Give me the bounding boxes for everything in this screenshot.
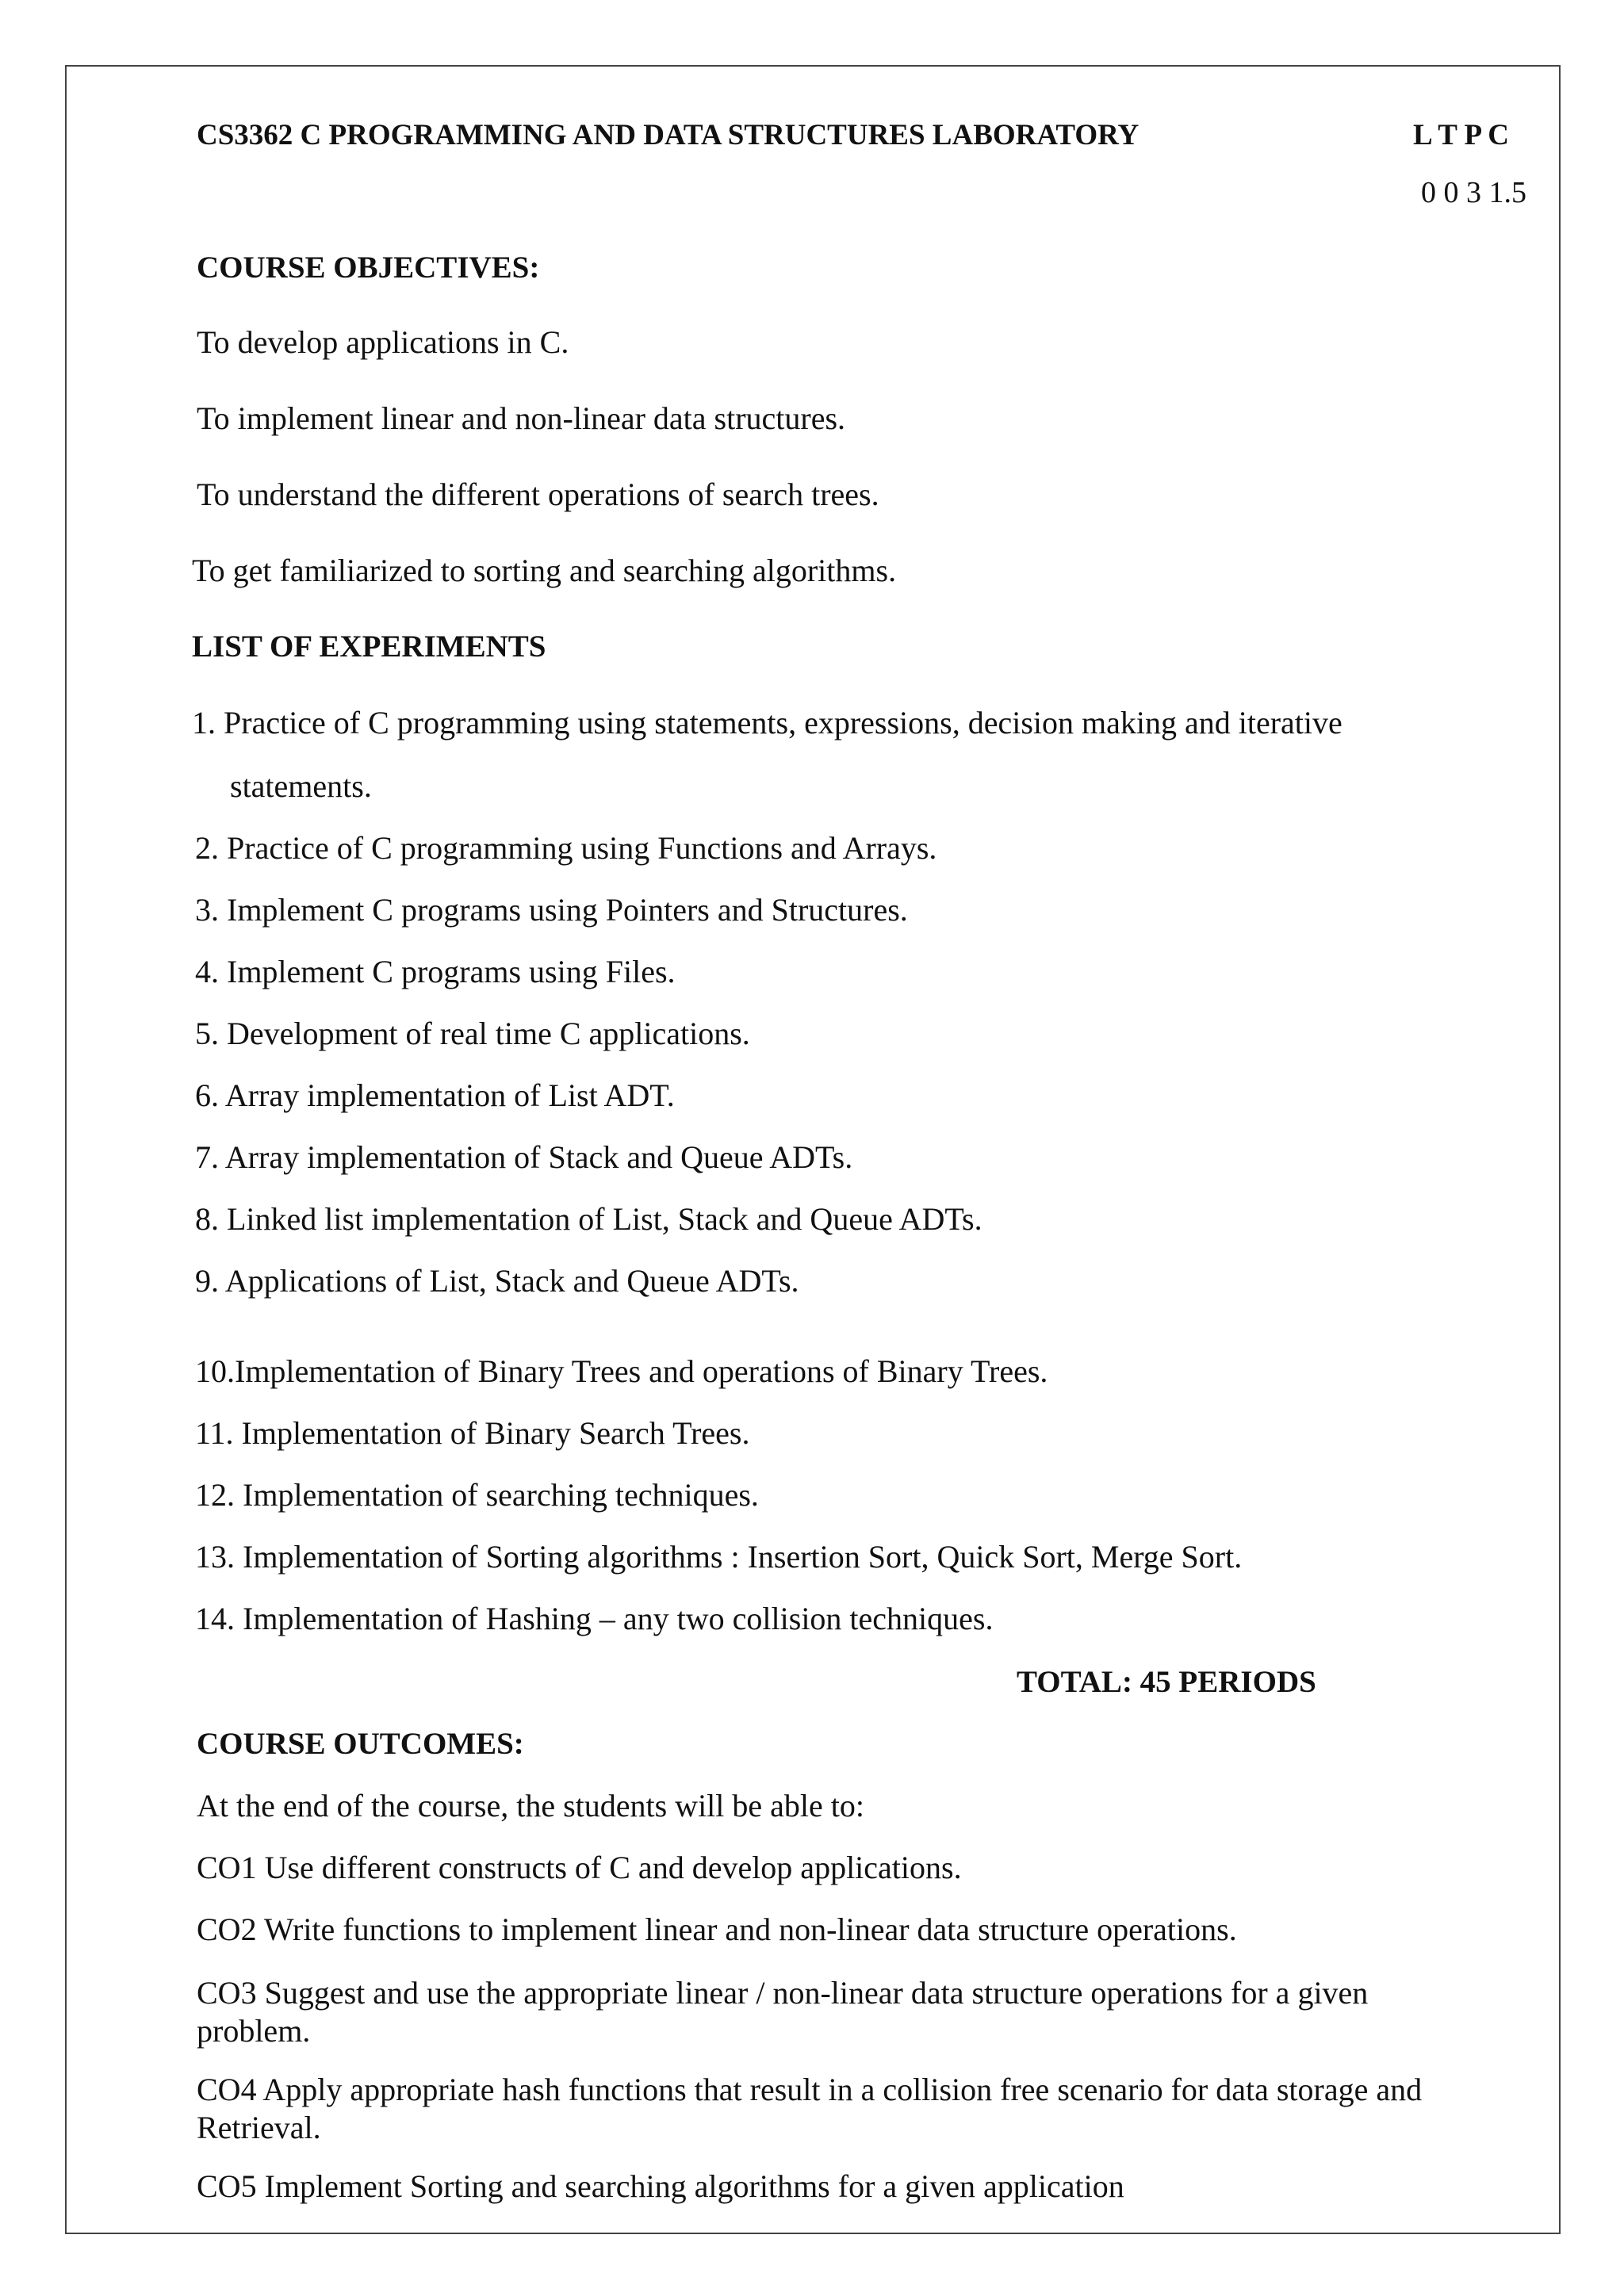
experiment-item: statements. (230, 768, 372, 804)
experiment-item: 11. Implementation of Binary Search Trees. (195, 1415, 750, 1451)
experiment-item: 4. Implement C programs using Files. (195, 954, 676, 989)
course-title: CS3362 C PROGRAMMING AND DATA STRUCTURES LABORATORY (197, 119, 1139, 151)
total-periods: TOTAL: 45 PERIODS (1017, 1665, 1316, 1699)
experiment-item: 2. Practice of C programming using Functions and Arrays. (195, 830, 937, 866)
outcome-item-continued: problem. (197, 2013, 311, 2049)
experiment-item: 8. Linked list implementation of List, Stack and Queue ADTs. (195, 1201, 982, 1237)
outcome-item: CO3 Suggest and use the appropriate linear / non-linear data structure operations for a given (197, 1975, 1369, 2011)
experiment-item: 10.Implementation of Binary Trees and operations of Binary Trees. (195, 1353, 1048, 1389)
objective-item: To develop applications in C. (197, 324, 569, 360)
outcomes-intro: At the end of the course, the students will be able to: (197, 1788, 865, 1823)
experiment-item: 12. Implementation of searching techniques. (195, 1477, 759, 1513)
experiment-item: 6. Array implementation of List ADT. (195, 1077, 675, 1113)
objective-item: To get familiarized to sorting and searching algorithms. (192, 553, 897, 588)
ltpc-values: 0 0 3 1.5 (1421, 176, 1526, 209)
experiment-item: 1. Practice of C programming using statements, expressions, decision making and iterative (192, 705, 1342, 740)
experiment-item: 7. Array implementation of Stack and Queue ADTs. (195, 1139, 853, 1175)
ltpc-label: L T P C (1413, 119, 1510, 151)
experiment-item: 9. Applications of List, Stack and Queue ADTs. (195, 1263, 799, 1299)
objective-item: To understand the different operations of search trees. (197, 476, 879, 512)
experiment-item: 13. Implementation of Sorting algorithms : Insertion Sort, Quick Sort, Merge Sort. (195, 1539, 1243, 1575)
outcome-item: CO5 Implement Sorting and searching algorithms for a given application (197, 2168, 1124, 2204)
objectives-heading: COURSE OBJECTIVES: (197, 251, 540, 285)
outcome-item: CO4 Apply appropriate hash functions that result in a collision free scenario for data storage and (197, 2072, 1423, 2107)
experiment-item: 5. Development of real time C applications. (195, 1016, 750, 1051)
outcomes-heading: COURSE OUTCOMES: (197, 1727, 524, 1761)
experiment-item: 14. Implementation of Hashing – any two collision techniques. (195, 1601, 994, 1636)
experiment-item: 3. Implement C programs using Pointers and Structures. (195, 892, 908, 928)
objective-item: To implement linear and non-linear data structures. (197, 400, 846, 436)
outcome-item: CO2 Write functions to implement linear and non-linear data structure operations. (197, 1911, 1237, 1947)
outcome-item: CO1 Use different constructs of C and develop applications. (197, 1850, 962, 1885)
outcome-item-continued: Retrieval. (197, 2110, 321, 2145)
experiments-heading: LIST OF EXPERIMENTS (192, 629, 546, 664)
